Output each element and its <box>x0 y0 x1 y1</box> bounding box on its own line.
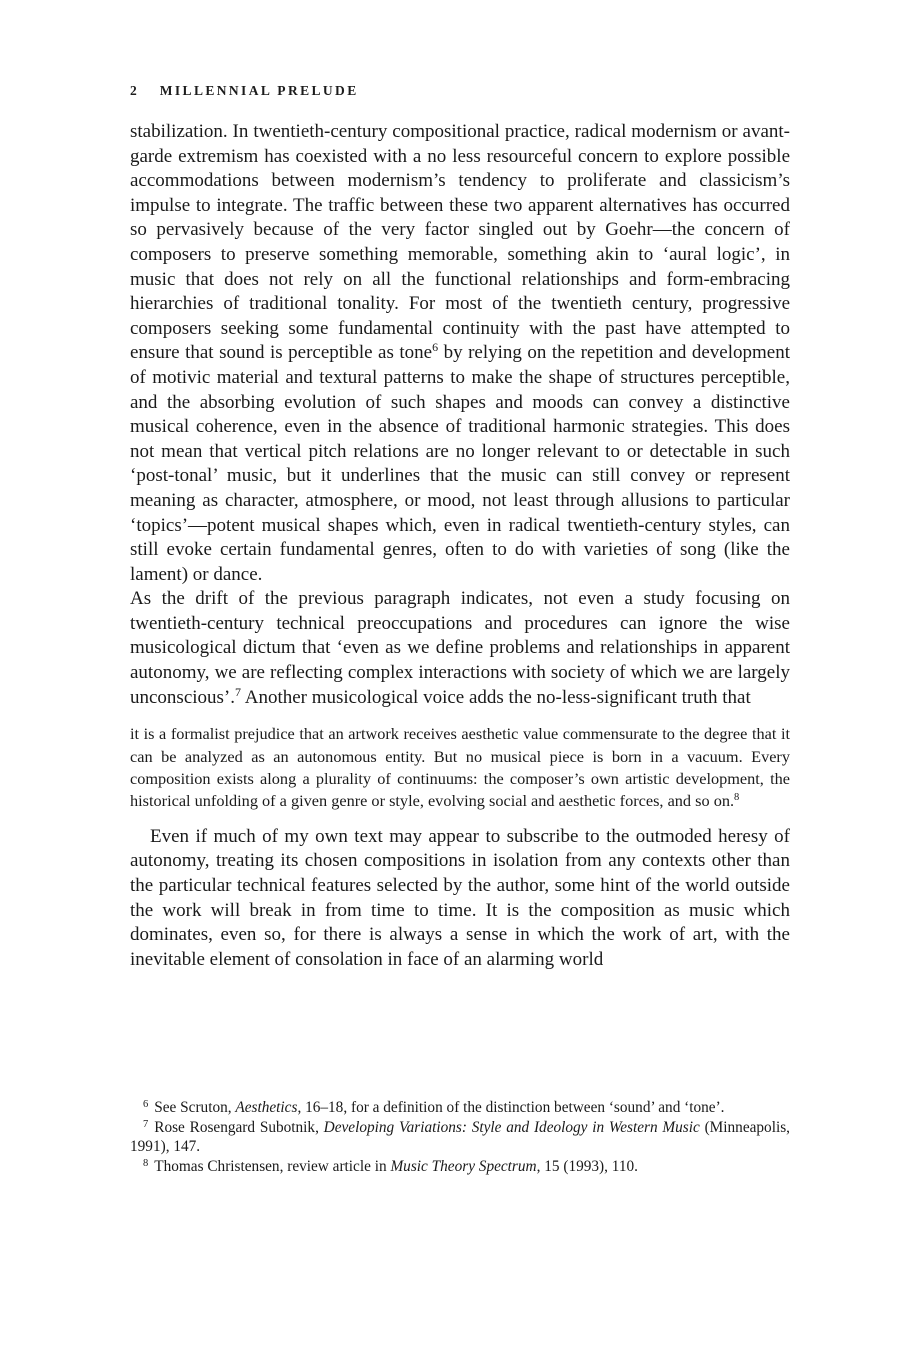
body-text <box>130 120 790 972</box>
footnote-6 <box>130 1098 790 1118</box>
footnote-6-text-after: , 16–18, for a definition of the distinction between ‘sound’ and ‘tone’. <box>297 1099 725 1116</box>
paragraph-3-text: Even if much of my own text may appear to subscribe to the outmoded heresy of autonomy, treating its chosen compositions in isolation from any contexts other than the particular technical features selected by the author, some hint of the world outside the work will break in from time to time. It is the composition as music which dominates, even so, for there is always a sense in which the work of art, with the inevitable element of consolation in face of an alarming world <box>130 825 790 970</box>
footnote-ref-7: 7 <box>235 684 242 699</box>
footnote-6-work-title: Aesthetics <box>235 1099 298 1116</box>
footnote-8-work-title: Music Theory Spectrum <box>390 1157 537 1175</box>
footnote-8-text: Thomas Christensen, review article in <box>154 1157 391 1175</box>
paragraph-1 <box>130 120 790 587</box>
block-quote-text: it is a formalist prejudice that an artwork receives aesthetic value commensurate to the degree that it can be analyzed as an autonomous entity. But no musical piece is born in a vacuum. Every composition exists along a plurality of continuums: the composer’s own artistic development, the historical unfolding of a given genre or style, evolving social and aesthetic forces, and so on. <box>130 724 790 811</box>
paragraph-3 <box>130 825 790 973</box>
footnote-7 <box>130 1118 790 1157</box>
footnote-ref-8: 8 <box>734 792 740 804</box>
footnote-7-number: 7 <box>143 1118 149 1130</box>
paragraph-1-text: stabilization. In twentieth-century compositional practice, radical modernism or avant-garde extremism has coexisted with a no less resourceful concern to explore possible accommodations between modernism’s tendency to proliferate and classicism’s impulse to integrate. The traffic between these two apparent alternatives has occurred so pervasively because of the very factor singled out by Goehr—the concern of composers to preserve something memorable, something akin to ‘aural logic’, in music that does not rely on all the functional relationships and form-embracing hierarchies of traditional tonality. For most of the twentieth century, progressive composers seeking some fundamental continuity with the past have attempted to ensure that sound is perceptible as tone <box>130 121 790 364</box>
paragraph-2-continuation: Another musicological voice adds the no-less-significant truth that <box>241 686 751 708</box>
footnote-7-text-after: (Minneapolis, 1991), 147. <box>130 1118 790 1156</box>
footnote-ref-6: 6 <box>432 340 439 355</box>
running-title: MILLENNIAL PRELUDE <box>159 83 359 98</box>
paragraph-2 <box>130 587 790 710</box>
footnote-8 <box>130 1157 790 1177</box>
footnote-6-text: See Scruton, <box>154 1099 236 1116</box>
paragraph-2-text: As the drift of the previous paragraph indicates, not even a study focusing on twentieth-century technical preoccupations and procedures can ignore the wise musicological dictum that ‘even as we define problems and relationships in apparent autonomy, we are reflecting complex interactions with society of which we are largely unconscious’. <box>130 588 790 708</box>
page-number: 2 <box>130 83 137 98</box>
block-quote <box>130 723 790 813</box>
footnote-7-text: Rose Rosengard Subotnik, <box>154 1118 324 1136</box>
footnote-8-number: 8 <box>143 1157 149 1169</box>
footnote-8-text-after: , 15 (1993), 110. <box>536 1157 638 1175</box>
page-header <box>130 83 790 99</box>
footnote-6-number: 6 <box>143 1099 149 1110</box>
footnotes-section <box>130 1098 790 1176</box>
footnote-7-work-title: Developing Variations: Style and Ideology in Western Music <box>323 1118 700 1136</box>
paragraph-1-continuation: by relying on the repetition and development of motivic material and textural patterns to make the shape of structures perceptible, and the absorbing evolution of such shapes and moods can convey a distinctive musical coherence, even in the absence of traditional harmonic strategies. This does not mean that vertical pitch relations are no longer relevant to or detectable in such ‘post-tonal’ music, but it underlines that the music can still convey or represent meaning as character, atmosphere, or mood, not least through allusions to particular ‘topics’—potent musical shapes which, even in radical twentieth-century styles, can still evoke certain fundamental genres, often to do with varieties of song (like the lament) or dance. <box>130 342 790 585</box>
